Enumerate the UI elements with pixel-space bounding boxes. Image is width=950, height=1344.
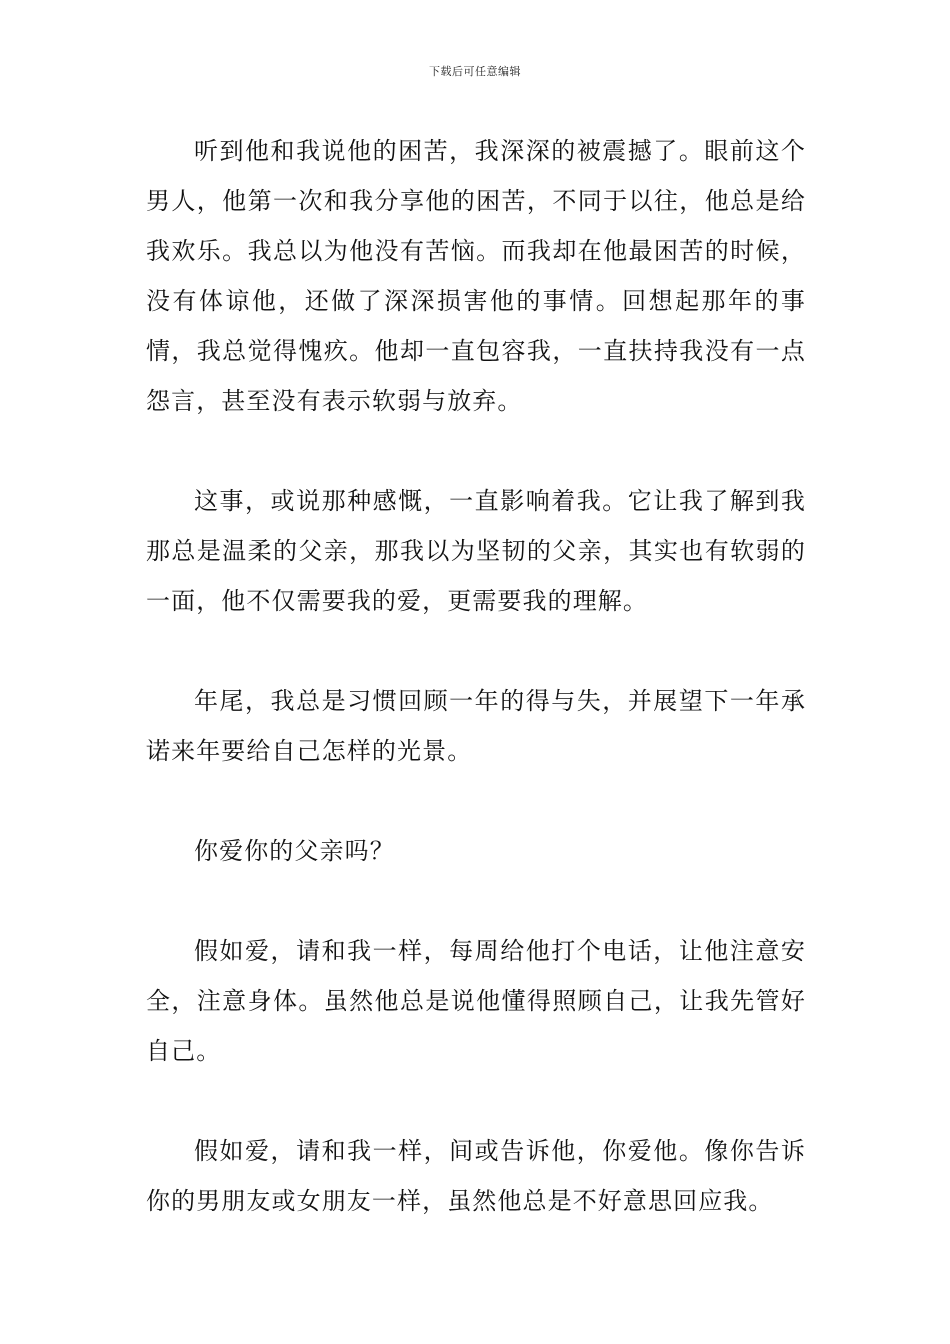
paragraph-3: 年尾，我总是习惯回顾一年的得与失，并展望下一年承诺来年要给自己怎样的光景。 — [146, 687, 806, 765]
paragraph-5: 假如爱，请和我一样，每周给他打个电话，让他注意安全，注意身体。虽然他总是说他懂得照顾自己，让我先管好自己。 — [146, 937, 806, 1065]
paragraph-1: 听到他和我说他的困苦，我深深的被震撼了。眼前这个男人，他第一次和我分享他的困苦，不同于以往，他总是给我欢乐。我总以为他没有苦恼。而我却在他最困苦的时候，没有体谅他，还做了深深损害他的事情。回想起那年的事情，我总觉得愧疚。他却一直包容我，一直扶持我没有一点怨言，甚至没有表示软弱与放弃。 — [146, 137, 806, 415]
paragraph-spacer — [146, 876, 806, 926]
paragraph-spacer — [146, 626, 806, 676]
page-header: 下载后可任意编辑 — [429, 65, 521, 78]
paragraph-4: 你爱你的父亲吗？ — [194, 837, 395, 865]
document-body — [146, 126, 806, 1226]
paragraph-6: 假如爱，请和我一样，间或告诉他，你爱他。像你告诉你的男朋友或女朋友一样，虽然他总是不好意思回应我。 — [146, 1137, 806, 1215]
paragraph-2: 这事，或说那种感慨，一直影响着我。它让我了解到我那总是温柔的父亲，那我以为坚韧的父亲，其实也有软弱的一面，他不仅需要我的爱，更需要我的理解。 — [146, 487, 806, 615]
paragraph-spacer — [146, 426, 806, 476]
paragraph-spacer — [146, 776, 806, 826]
paragraph-spacer — [146, 1076, 806, 1126]
